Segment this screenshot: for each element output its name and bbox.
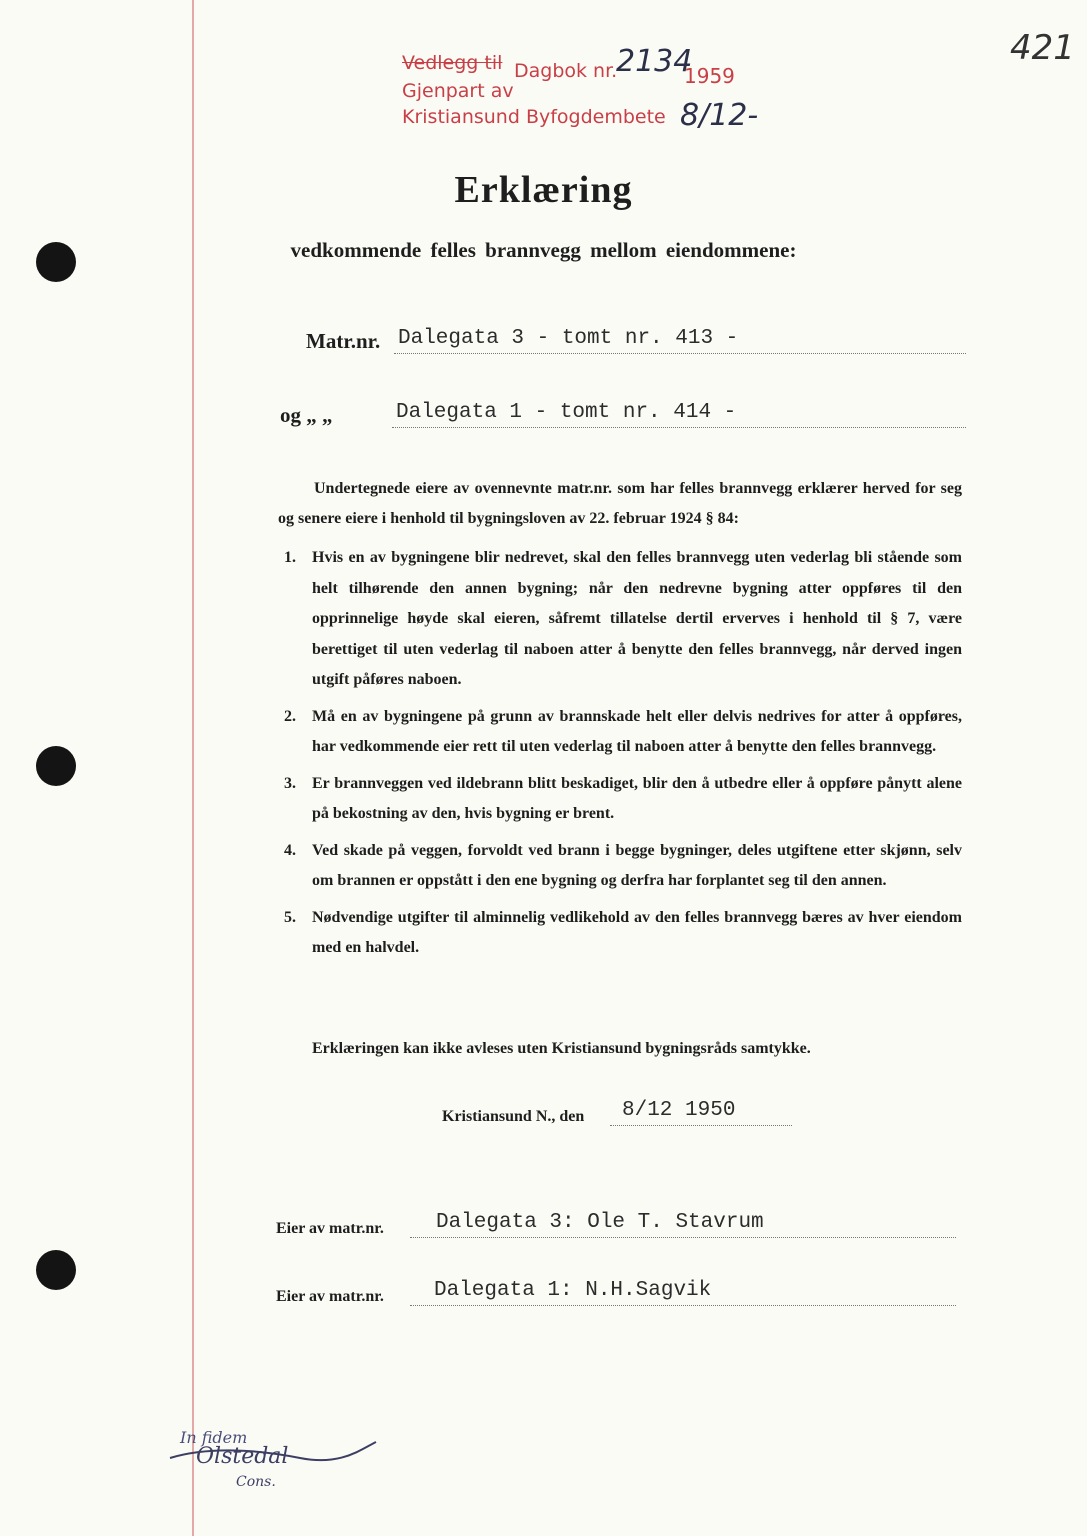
owner-dotted-line-1 — [410, 1236, 956, 1238]
date-value: 8/12 1950 — [622, 1099, 736, 1122]
clause-item — [284, 702, 962, 763]
clause-number: 5. — [284, 908, 296, 926]
owner-label-2: Eier av matr.nr. — [276, 1288, 384, 1305]
clause-item — [284, 769, 962, 830]
stamp-office: Kristiansund Byfogdembete — [402, 106, 666, 128]
page-number: 421 — [1010, 28, 1075, 68]
clause-text: Hvis en av bygningene blir nedrevet, skal den felles brannvegg uten vederlag bli stående som helt tilhørende den annen bygning; når den nedrevne bygning atter oppføres til den opprinnelige høyde skal eieren, såfremt tillatelse dertil erverves i henhold til § 7, være berettiget til uten vederlag til naboen atter å benytte den felles brannvegg, når derved ingen utgift påføres naboen. — [312, 549, 962, 688]
clause-item — [284, 903, 962, 964]
owner-value-1: Dalegata 3: Ole T. Stavrum — [436, 1211, 764, 1234]
closing-statement: Erklæringen kan ikke avleses uten Kristiansund bygningsråds samtykke. — [312, 1040, 811, 1057]
owner-label-1: Eier av matr.nr. — [276, 1220, 384, 1237]
stamp-copy-label: Gjenpart av — [402, 80, 514, 102]
clause-text: Må en av bygningene på grunn av brannskade helt eller delvis nedrives for atter å oppføres, har vedkommende eier rett til uten vederlag til naboen atter å benytte den felles brannvegg. — [312, 707, 962, 755]
og-value: Dalegata 1 - tomt nr. 414 - — [396, 401, 737, 424]
punch-hole-bottom — [36, 1250, 76, 1290]
stamp-dagbok-number: 2134 — [616, 44, 693, 79]
clause-item — [284, 543, 962, 696]
matr-value: Dalegata 3 - tomt nr. 413 - — [398, 327, 739, 350]
signature-name: Olstedal — [196, 1444, 289, 1469]
stamp-struck-text: Vedlegg til — [402, 52, 503, 74]
margin-rule — [192, 0, 194, 1536]
clause-number: 3. — [284, 774, 296, 792]
clause-number: 4. — [284, 841, 296, 859]
handwritten-signature — [140, 1428, 390, 1498]
intro-paragraph — [278, 474, 962, 534]
signature-in-fidem: In fidem — [180, 1428, 248, 1447]
clause-number: 2. — [284, 707, 296, 725]
clause-list — [284, 543, 962, 970]
document-subtitle: vedkommende felles brannvegg mellom eiendommene: — [290, 238, 797, 262]
clause-text: Ved skade på veggen, forvoldt ved brann i begge bygninger, deles utgiftene etter skjønn, selv om brannen er oppstått i den ene bygning og derfra har forplantet seg til den annen. — [312, 841, 962, 889]
intro-text: Undertegnede eiere av ovennevnte matr.nr. som har felles brannvegg erklærer herved for seg og senere eiere i henhold til bygningsloven av 22. februar 1924 § 84: — [278, 480, 962, 527]
og-dotted-line — [392, 426, 966, 428]
og-row — [280, 396, 966, 432]
clause-number: 1. — [284, 549, 296, 566]
owner-dotted-line-2 — [410, 1304, 956, 1306]
owner-row-1 — [276, 1206, 956, 1242]
date-dotted-line — [610, 1124, 792, 1126]
clause-text: Nødvendige utgifter til alminnelig vedlikehold av den felles brannvegg bæres av hver eiendom med en halvdel. — [312, 908, 962, 956]
document-title: Erklæring — [454, 169, 633, 211]
date-row — [442, 1094, 792, 1130]
stamp-year: 1959 — [684, 64, 735, 88]
matr-label: Matr.nr. — [306, 329, 381, 353]
signature-title: Cons. — [236, 1474, 276, 1490]
punch-hole-middle — [36, 746, 76, 786]
og-label: og „ „ — [280, 403, 333, 427]
clause-text: Er brannveggen ved ildebrann blitt beskadiget, blir den å utbedre eller å oppføre pånytt alene på bekostning av den, hvis bygning er brent. — [312, 774, 962, 822]
owner-value-2: Dalegata 1: N.H.Sagvik — [434, 1279, 712, 1302]
matr-dotted-line — [394, 352, 966, 354]
registry-stamp — [402, 44, 802, 148]
owner-row-2 — [276, 1274, 956, 1310]
matr-row — [306, 322, 966, 358]
date-label: Kristiansund N., den — [442, 1108, 585, 1125]
stamp-dagbok-label: Dagbok nr. — [514, 60, 618, 82]
clause-item — [284, 836, 962, 897]
stamp-date: 8/12- — [680, 98, 759, 133]
